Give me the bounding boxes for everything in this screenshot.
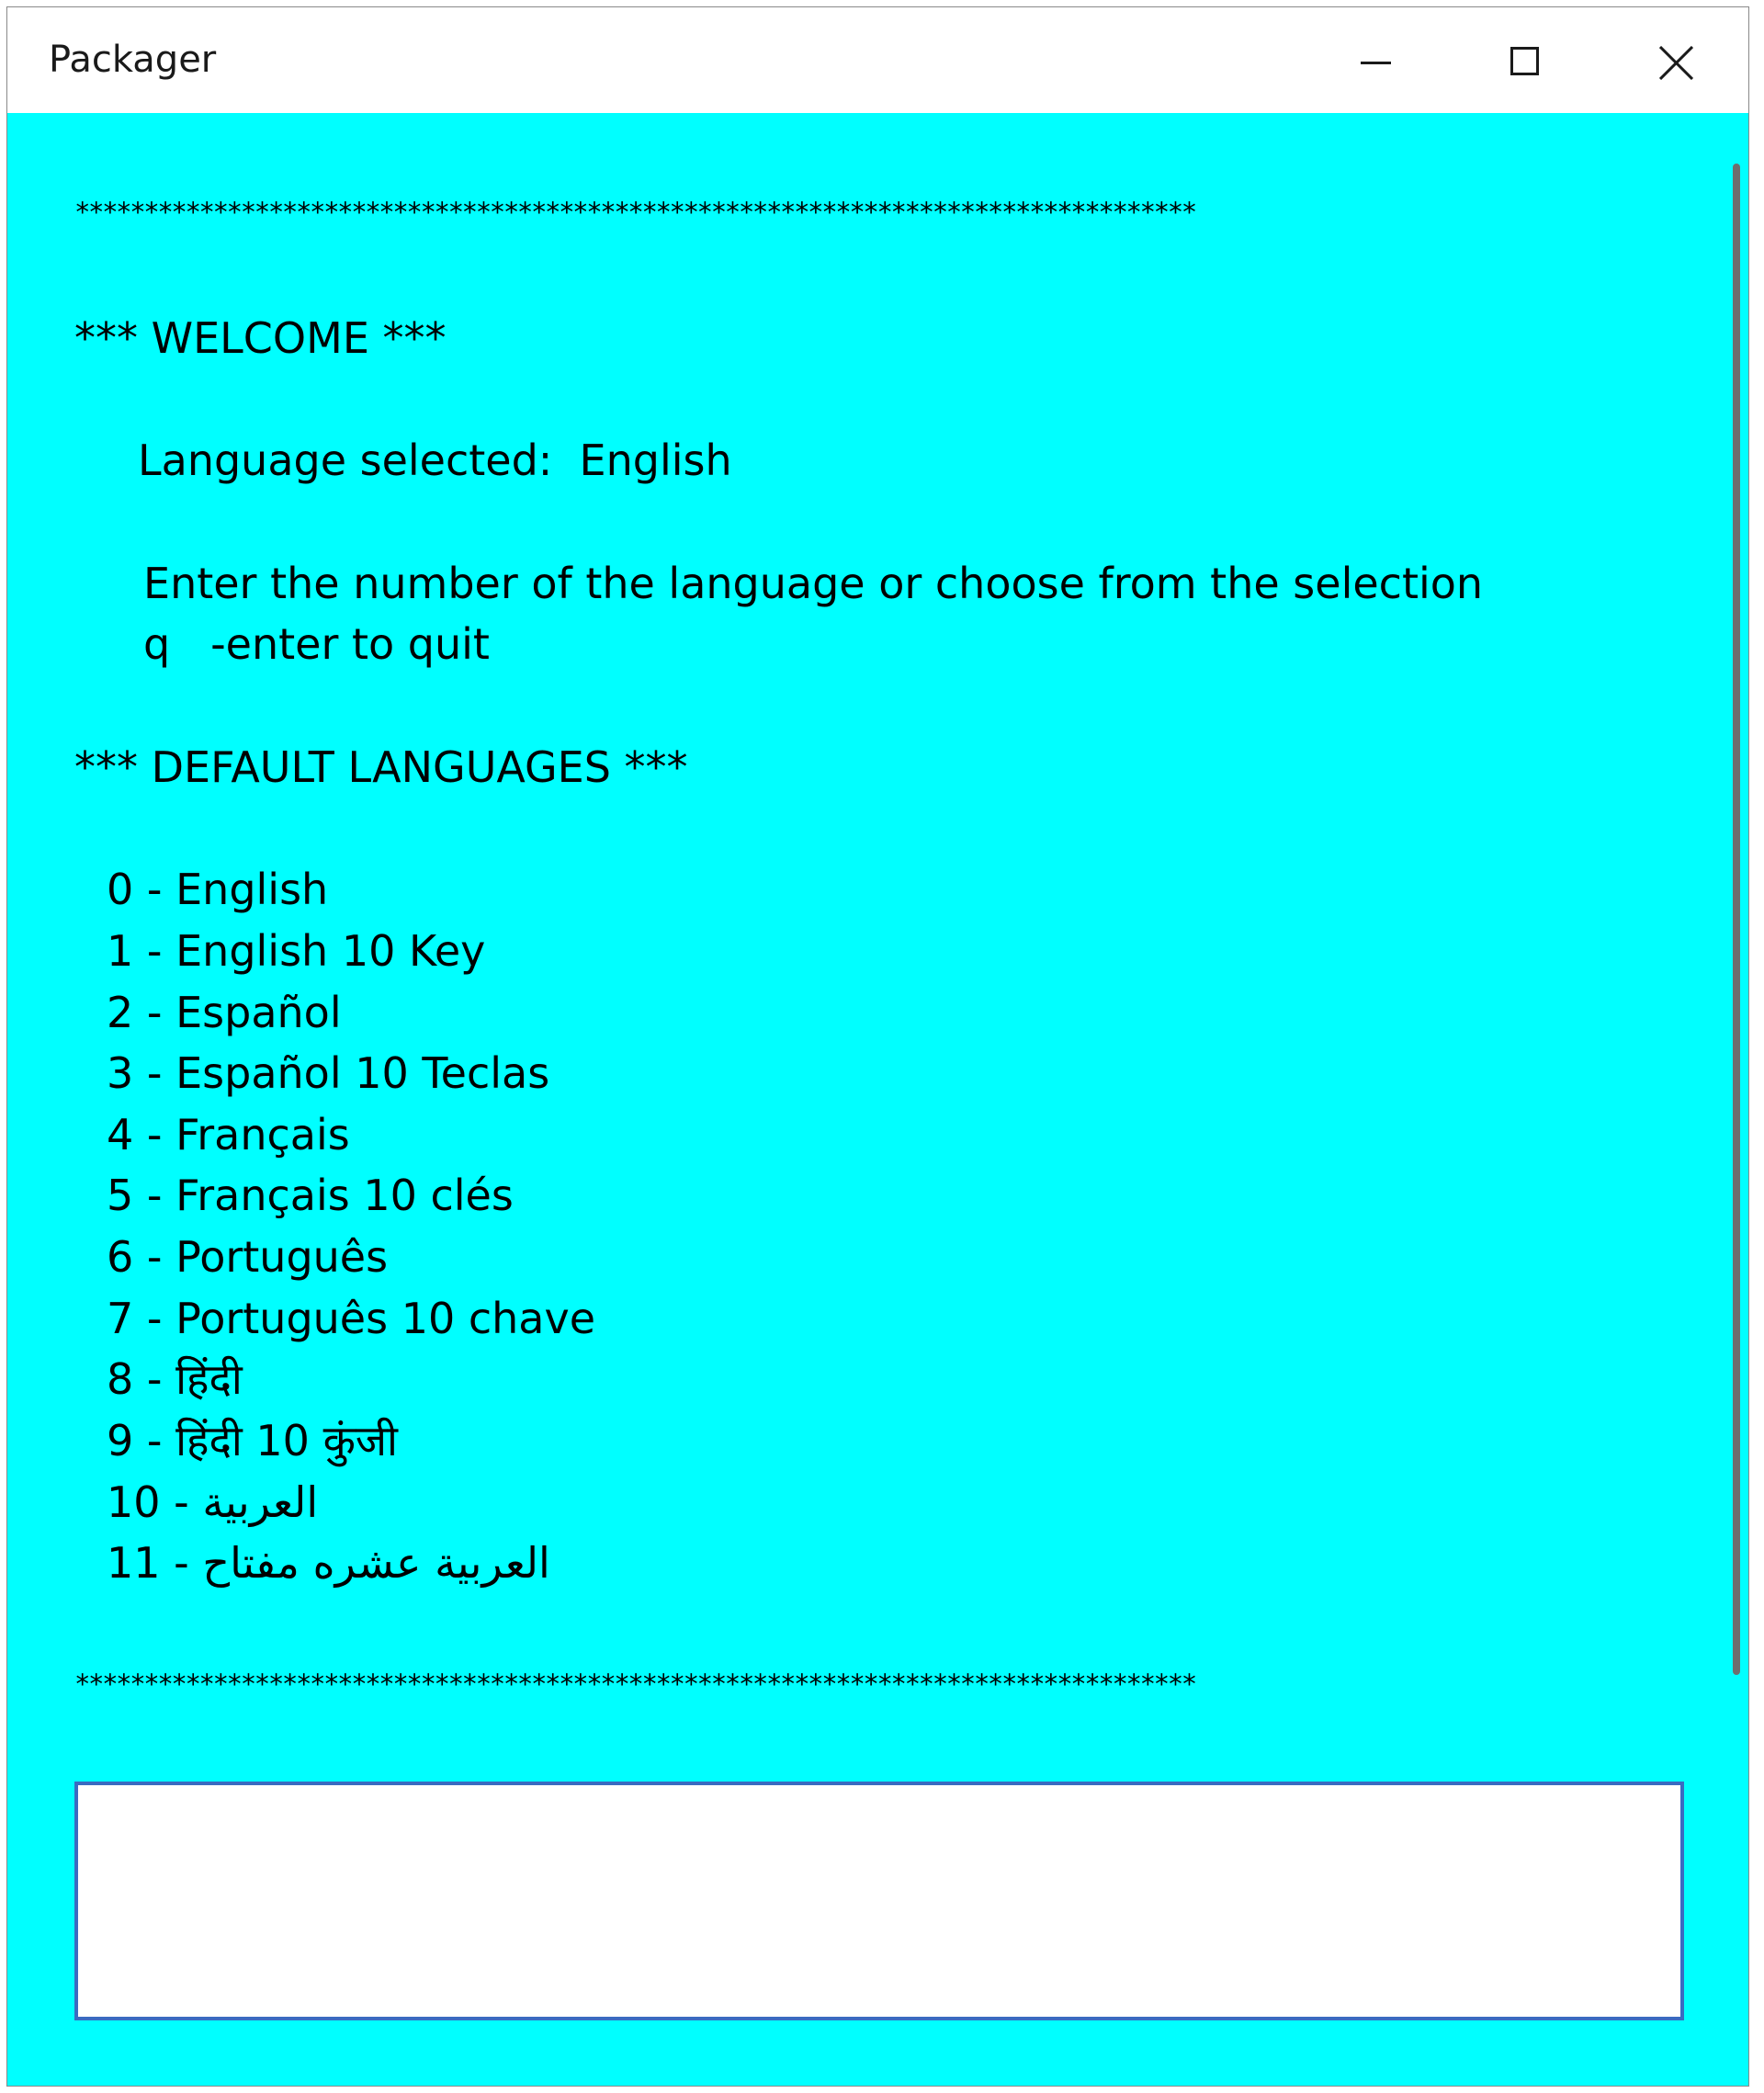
- close-button[interactable]: [1601, 7, 1749, 113]
- language-item: 3 - Español 10 Teclas: [107, 1048, 550, 1098]
- console-area: [7, 113, 1748, 2087]
- language-item: 4 - Français: [107, 1110, 350, 1160]
- language-item: 8 - हिंदी: [107, 1354, 243, 1404]
- border-bottom: *********************************************************************************: [74, 1669, 1195, 1700]
- language-item: 1 - English 10 Key: [107, 926, 486, 976]
- welcome-heading: *** WELCOME ***: [74, 313, 447, 363]
- title-bar[interactable]: [7, 7, 1748, 113]
- language-item: 5 - Français 10 clés: [107, 1171, 514, 1220]
- minimize-button[interactable]: [1300, 7, 1451, 113]
- language-selected-text: Language selected: English: [138, 436, 732, 485]
- maximize-button[interactable]: [1451, 7, 1601, 113]
- maximize-icon: [1510, 47, 1539, 75]
- language-item: 10 - العربية: [107, 1477, 319, 1527]
- language-item: 2 - Español: [107, 988, 342, 1037]
- close-icon: [1659, 46, 1693, 80]
- border-top: *********************************************************************************: [74, 197, 1195, 228]
- window-title: Packager: [49, 39, 217, 81]
- app-window: [6, 6, 1749, 2087]
- language-item: 9 - हिंदी 10 कुंजी: [107, 1416, 398, 1465]
- language-item: 0 - English: [107, 865, 329, 914]
- language-item: 6 - Português: [107, 1232, 389, 1282]
- quit-hint-text: q -enter to quit: [143, 619, 490, 669]
- command-input[interactable]: [74, 1782, 1684, 2020]
- default-languages-heading: *** DEFAULT LANGUAGES ***: [74, 742, 688, 792]
- language-item: 11 - العربية عشره مفتاح: [107, 1538, 550, 1588]
- minimize-icon: [1361, 62, 1391, 64]
- language-item: 7 - Português 10 chave: [107, 1294, 596, 1343]
- instruction-text: Enter the number of the language or choose from the selection: [143, 559, 1484, 608]
- vertical-scrollbar[interactable]: [1733, 164, 1740, 1675]
